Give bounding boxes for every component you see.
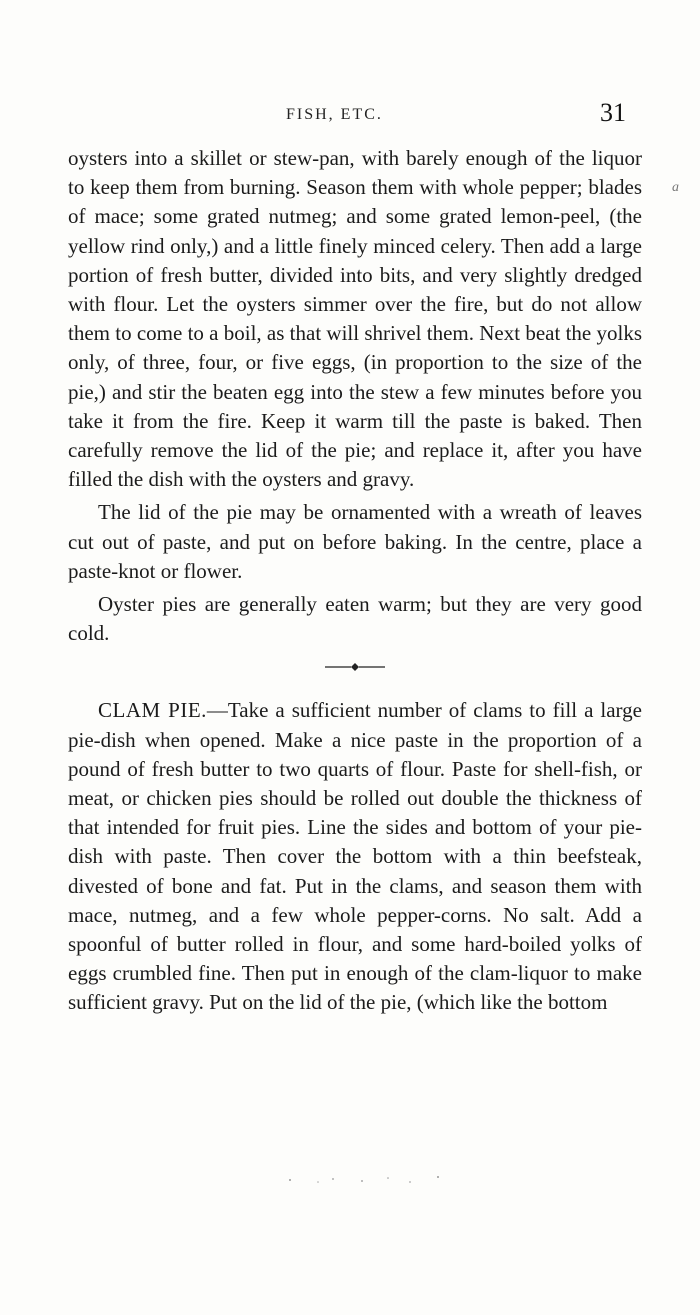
running-head: FISH, ETC. bbox=[286, 106, 383, 123]
paragraph-clam-pie bbox=[68, 696, 642, 1017]
paragraph-lid-ornament: The lid of the pie may be ornamented with a wreath of leaves cut out of paste, and put on before baking. In the centre, place a paste-knot or flower. bbox=[68, 500, 642, 583]
margin-mark: a bbox=[672, 180, 679, 195]
paragraph-oyster-continued: oysters into a skillet or stew-pan, with barely enough of the liquor to keep them from burning. Season them with whole pepper; blades of mace; some grated nutmeg; and some grated lemon-peel, (the yellow rind only,) and a little finely minced celery. Then add a large portion of fresh butter, divided into bits, and very slightly dredged with flour. Let the oysters simmer over the fire, but do not allow them to come to a boil, as that will shrivel them. Next beat the yolks only, of three, four, or five eggs, (in proportion to the size of the pie,) and stir the beaten egg into the stew a few minutes before you take it from the fire. Keep it warm till the paste is baked. Then carefully remove the lid of the pie; and replace it, after you have filled the dish with the oysters and gravy. bbox=[68, 146, 642, 492]
section-divider-ornament bbox=[68, 660, 642, 676]
ink-specks-decoration bbox=[270, 1170, 470, 1190]
paragraph-oyster-serving: Oyster pies are generally eaten warm; but they are very good cold. bbox=[68, 592, 642, 646]
recipe-heading-clam-pie: CLAM PIE. bbox=[98, 698, 207, 723]
divider-rule-icon bbox=[323, 660, 387, 674]
recipe-text-clam-pie: —Take a sufficient number of clams to fill a large pie-dish when opened. Make a nice paste in the proportion of a pound of fresh butter to two quarts of flour. Paste for shell-fish, or meat, or chicken pies should be rolled out double the thickness of that intended for fruit pies. Line the sides and bottom of your pie-dish with paste. Then cover the bottom with a thin beefsteak, divested of bone and fat. Put in the clams, and season them with mace, nutmeg, and a few whole pepper-corns. No salt. Add a spoonful of butter rolled in flour, and some hard-boiled yolks of eggs crumbled fine. Then put in enough of the clam-liquor to make sufficient gravy. Put on the lid of the pie, (which like the bottom bbox=[68, 698, 642, 1015]
page-number: 31 bbox=[600, 98, 626, 127]
body-text bbox=[68, 144, 642, 1018]
